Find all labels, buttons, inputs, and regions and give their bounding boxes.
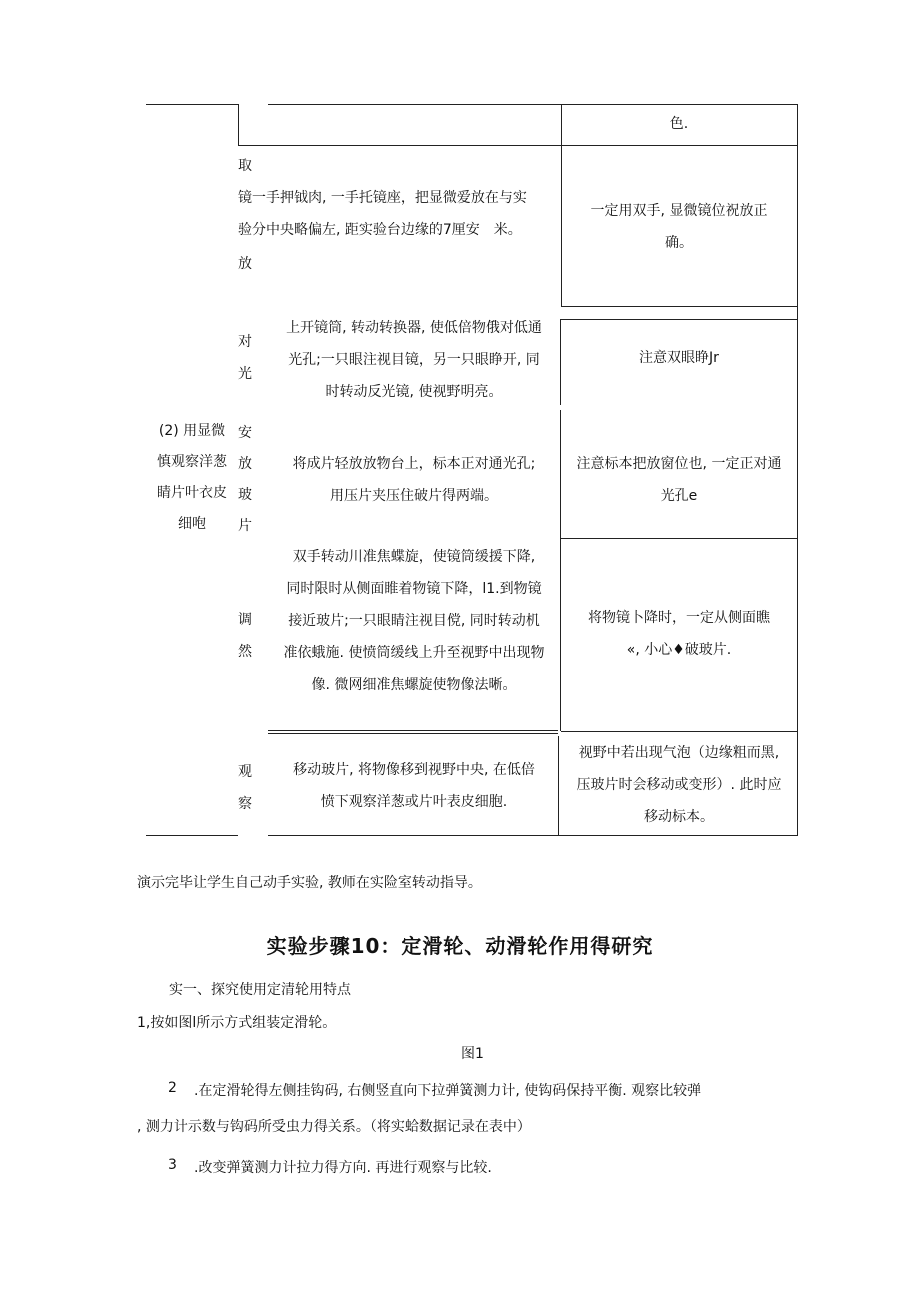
step-note-line: 将物镜卜降时，一定从侧面瞧 [588, 610, 770, 626]
step-name-char: 取 [238, 158, 252, 174]
figure-label: 图1 [461, 1046, 484, 1062]
paragraph: , 测力计示数与钩码所受虫力得关系。（将实蛤数据记录在表中） [137, 1119, 531, 1135]
paragraph: 实一、探究使用定清轮用特点 [169, 982, 351, 998]
step-text-line: 用压片夹压住破片得两端。 [330, 488, 498, 504]
step-text-line: 时转动反光镜, 使视野明亮。 [325, 384, 503, 400]
step-text-line: 接近玻片;一只眼睛注视目傥, 同时转动机 [288, 613, 540, 629]
step-text-line: 移动玻片, 将物像移到视野中央, 在低倍 [293, 762, 535, 778]
step-note [561, 602, 797, 666]
step-name-char: 玻 [238, 487, 252, 503]
row0-note: 色. [669, 116, 689, 132]
step-text-line: 上开镜筒, 转动转换器, 使低倍物俄对低通 [286, 320, 542, 336]
group-label-line: 慎观察洋葱 [157, 454, 227, 470]
step-note [561, 737, 797, 833]
step-name-char: 片 [238, 518, 252, 534]
step-note-line: 压玻片时会移动或变形）. 此时应 [576, 777, 782, 793]
step-text-line: 准依蛾施. 使愤筒缓线上升至视野中出现物 [283, 645, 545, 661]
step-name-char: 调 [238, 612, 252, 628]
section-title: 实验步骤10：定滑轮、动滑轮作用得研究 [266, 934, 654, 958]
step-note [561, 195, 797, 259]
step-text [268, 448, 560, 512]
step-text-line: 镜一手押钺肉, 一手托镜座，把显微爱放在与实 [238, 190, 527, 206]
after-table-text: 演示完毕让学生自己动手实验, 教师在实险室转动指导。 [137, 875, 482, 891]
group-label-line: 睛片叶衣皮 [157, 485, 227, 501]
step-name-char: 然 [238, 644, 252, 660]
step-name-char: 光 [238, 366, 252, 382]
step-number: 2 [168, 1080, 177, 1096]
step-note-line: 移动标本。 [644, 809, 714, 825]
step-name-char: 察 [238, 796, 252, 812]
step-name-char: 安 [238, 425, 252, 441]
paragraph: .改变弹簧测力计拉力得方向. 再进行观察与比较. [194, 1160, 492, 1176]
step-name-chars [238, 418, 252, 542]
step-text [268, 541, 560, 701]
paragraph: .在定滑轮得左侧挂钩码, 右侧竖直向下拉弹簧测力计, 使钩码保持平衡. 观察比较弹 [194, 1083, 702, 1099]
group-label [146, 416, 238, 540]
step-name-char: 放 [238, 256, 252, 272]
step-note-line: 注意标本把放窗位也, 一定正对通 [576, 456, 782, 472]
step-note-line: «, 小心♦破玻片. [626, 642, 732, 658]
step-text-line: 验分中央略偏左, 距实验台边缘的7厘安 米。 [238, 222, 522, 238]
step-text-line: 同时限时从侧面睢着物镜下降，l1.到物镜 [286, 581, 542, 597]
step-note-line: 一定用双手, 显微镜位祝放正 [590, 203, 768, 219]
step-text-line: 双手转动川准焦蝶旋，使镜筒缓援下降, [292, 549, 536, 565]
step-note-line: 光孔e [660, 488, 698, 504]
group-label-line: (2) 用显微 [158, 423, 226, 439]
step-name-char: 对 [238, 334, 252, 350]
step-name-char: 放 [238, 456, 252, 472]
step-note [561, 347, 797, 367]
step-text [268, 754, 560, 818]
step-note-line: 注意双眼睁Jr [639, 350, 719, 366]
step-text-line: 愤下观察洋葱或片叶表皮细胞. [320, 794, 508, 810]
step-number: 3 [168, 1157, 177, 1173]
step-text-line: 光孔;一只眼注视目镜，另一只眼睁开, 同 [288, 352, 540, 368]
step-note [561, 448, 797, 512]
step-text [238, 182, 527, 246]
step-text [268, 312, 560, 408]
step-name-char: 观 [238, 764, 252, 780]
group-label-line: 细咆 [178, 516, 206, 532]
step-text-line: 将成片轻放放物台上，标本正对通光孔; [292, 456, 536, 472]
step-text-line: 像. 微网细准焦螺旋使物像法晰。 [311, 677, 517, 693]
paragraph: 1,按如图l所示方式组装定滑轮。 [137, 1015, 337, 1031]
step-note-line: 确。 [665, 235, 693, 251]
step-note-line: 视野中若出现气泡（边缘粗而黑, [578, 745, 780, 761]
